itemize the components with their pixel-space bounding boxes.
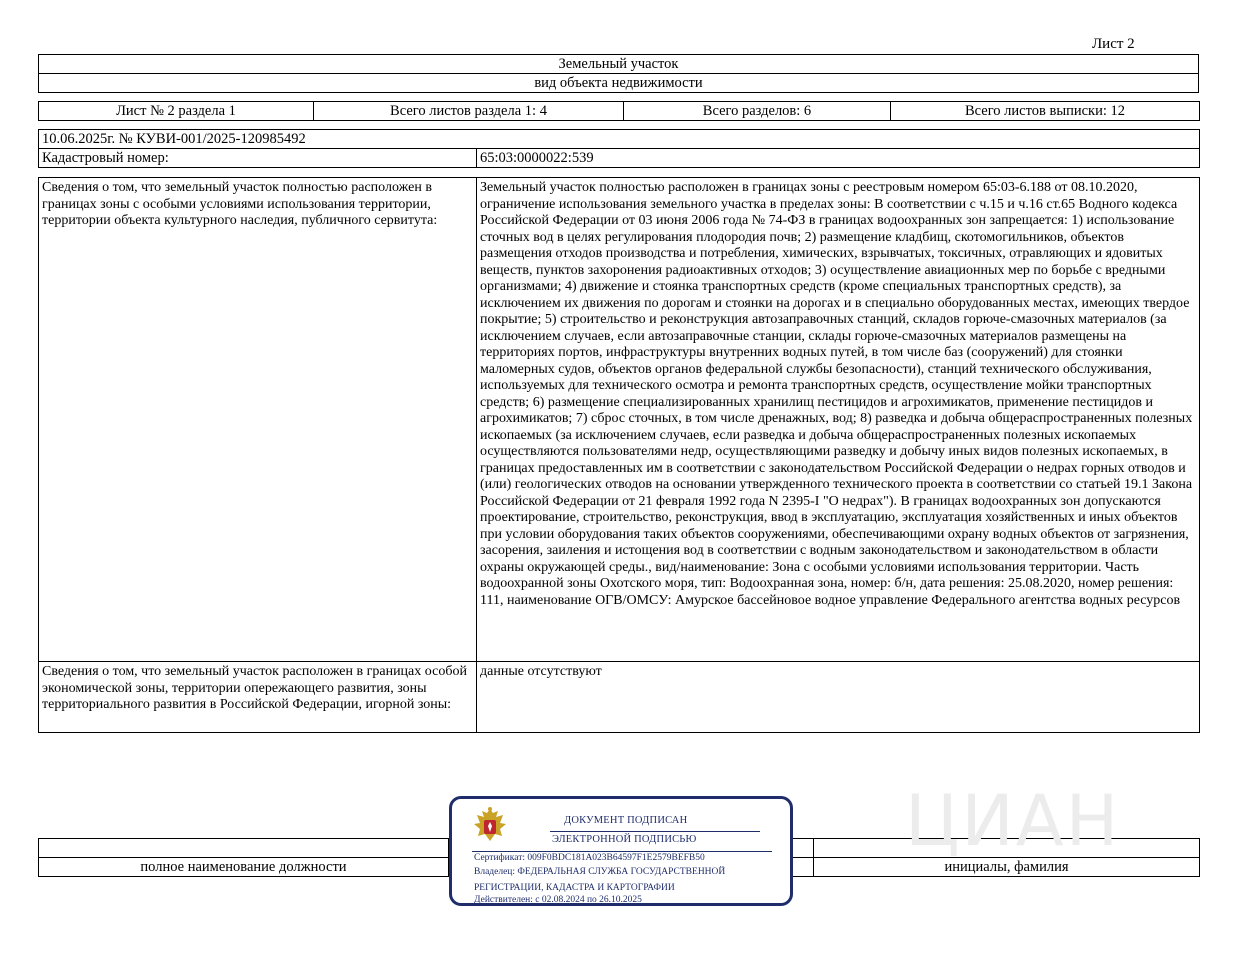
coat-of-arms-icon — [470, 805, 510, 847]
special-zone-label: Сведения о том, что земельный участок расположен в границах особой экономической зоны, территории опережающего развития, зоны территориального развития в Российской Федерации, игорной зоны: — [39, 662, 477, 733]
stamp-divider — [472, 851, 772, 852]
zone-restrictions-label: Сведения о том, что земельный участок полностью расположен в границах зоны с особыми условиями использования территории, территории объекта культурного наследия, публичного сервитута: — [39, 178, 477, 662]
special-zone-value: данные отсутствуют — [477, 662, 1200, 733]
table-row — [39, 662, 1200, 733]
stamp-owner-line1: Владелец: ФЕДЕРАЛЬНАЯ СЛУЖБА ГОСУДАРСТВЕННОЙ — [474, 867, 726, 877]
stamp-validity: Действителен: с 02.08.2024 по 26.10.2025 — [474, 895, 642, 905]
stamp-divider — [550, 831, 760, 832]
object-title: Земельный участок — [39, 55, 1199, 74]
cadastral-label: Кадастровый номер: — [39, 149, 477, 168]
zone-restrictions-value: Земельный участок полностью расположен в границах зоны с реестровым номером 65:03-6.188 от 08.10.2020, ограничение использования земельного участка в пределах зоны: В соответствии с ч.15 и ч.16 ст.65 Водного кодекса Российской Федерации от 03 июня 2006 года № 74-ФЗ в границах водоохранных зон запрещается: 1) использование сточных вод в целях регулирования плодородия почв; 2) размещение кладбищ, скотомогильников, объектов размещения отходов производства и потребления, химических, взрывчатых, токсичных, отравляющих и ядовитых веществ, пунктов захоронения радиоактивных отходов; 3) осуществление авиационных мер по борьбе с вредными организмами; 4) движение и стоянка транспортных средств (кроме специальных транспортных средств), за исключением их движения по дорогам и стоянки на дорогах и в специально оборудованных местах, имеющих твердое покрытие; 5) строительство и реконструкция автозаправочных станций, складов горюче-смазочных материалов (за исключением случаев, если автозаправочные станции, склады горюче-смазочных материалов размещены на территориях портов, инфраструктуры внутренних водных путей, в том числе баз (сооружений) для стоянки маломерных судов, объектов органов федеральной службы безопасности), станций технического обслуживания, используемых для технического осмотра и ремонта транспортных средств, осуществление мойки транспортных средств; 6) размещение специализированных хранилищ пестицидов и агрохимикатов, применение пестицидов и агрохимикатов; 7) сброс сточных, в том числе дренажных, вод; 8) разведка и добыча общераспространенных полезных ископаемых (за исключением случаев, если разведка и добыча общераспространенных полезных ископаемых осуществляются пользователями недр, осуществляющими разведку и добычу иных видов полезных ископаемых, в границах предоставленных им в соответствии с законодательством Российской Федерации о недрах горных отводов и (или) геологических отводов на основании утвержденного технического проекта в соответствии со статьей 19.1 Закона Российской Федерации от 21 февраля 1992 года N 2395-I "О недрах"). В границах водоохранных зон допускаются проектирование, строительство, реконструкция, ввод в эксплуатацию, эксплуатация хозяйственных и иных объектов при условии оборудования таких объектов сооружениями, обеспечивающими охрану водных объектов от загрязнения, засорения, заиления и истощения вод в соответствии с водным законодательством и законодательством в области охраны окружающей среды., вид/наименование: Зона с особыми условиями использования территории. Часть водоохранной зоны Охотского моря, тип: Водоохранная зона, номер: б/н, дата решения: 25.08.2020, номер решения: 111, наименование ОГВ/ОМСУ: Амурское бассейновое водное управление Федерального агентства водных ресурсов — [477, 178, 1200, 662]
object-type-caption: вид объекта недвижимости — [39, 74, 1199, 93]
stamp-certificate: Сертификат: 009F0BDC181A023B64597F1E2579BEFB50 — [474, 853, 705, 863]
sheets-info-table — [38, 101, 1200, 121]
total-sheets-section: Всего листов раздела 1: 4 — [314, 102, 624, 121]
table-row — [39, 178, 1200, 662]
object-header-table — [38, 54, 1199, 93]
stamp-title-line1: ДОКУМЕНТ ПОДПИСАН — [564, 815, 688, 826]
document-number: 10.06.2025г. № КУВИ-001/2025-120985492 — [39, 130, 1200, 149]
digital-signature-stamp — [449, 796, 793, 906]
document-id-table — [38, 129, 1200, 168]
watermark-logo: ЦИАН — [905, 780, 1121, 862]
stamp-title-line2: ЭЛЕКТРОННОЙ ПОДПИСЬЮ — [552, 834, 697, 845]
name-caption: инициалы, фамилия — [814, 858, 1200, 877]
sheet-of-section: Лист № 2 раздела 1 — [39, 102, 314, 121]
total-sheets-extract: Всего листов выписки: 12 — [891, 102, 1200, 121]
position-caption: полное наименование должности — [39, 858, 449, 877]
stamp-owner-line2: РЕГИСТРАЦИИ, КАДАСТРА И КАРТОГРАФИИ — [474, 883, 675, 893]
restrictions-table — [38, 177, 1200, 733]
sheet-number: Лист 2 — [1092, 36, 1135, 52]
cadastral-value: 65:03:0000022:539 — [477, 149, 1200, 168]
position-blank — [39, 839, 449, 858]
total-sections: Всего разделов: 6 — [624, 102, 891, 121]
